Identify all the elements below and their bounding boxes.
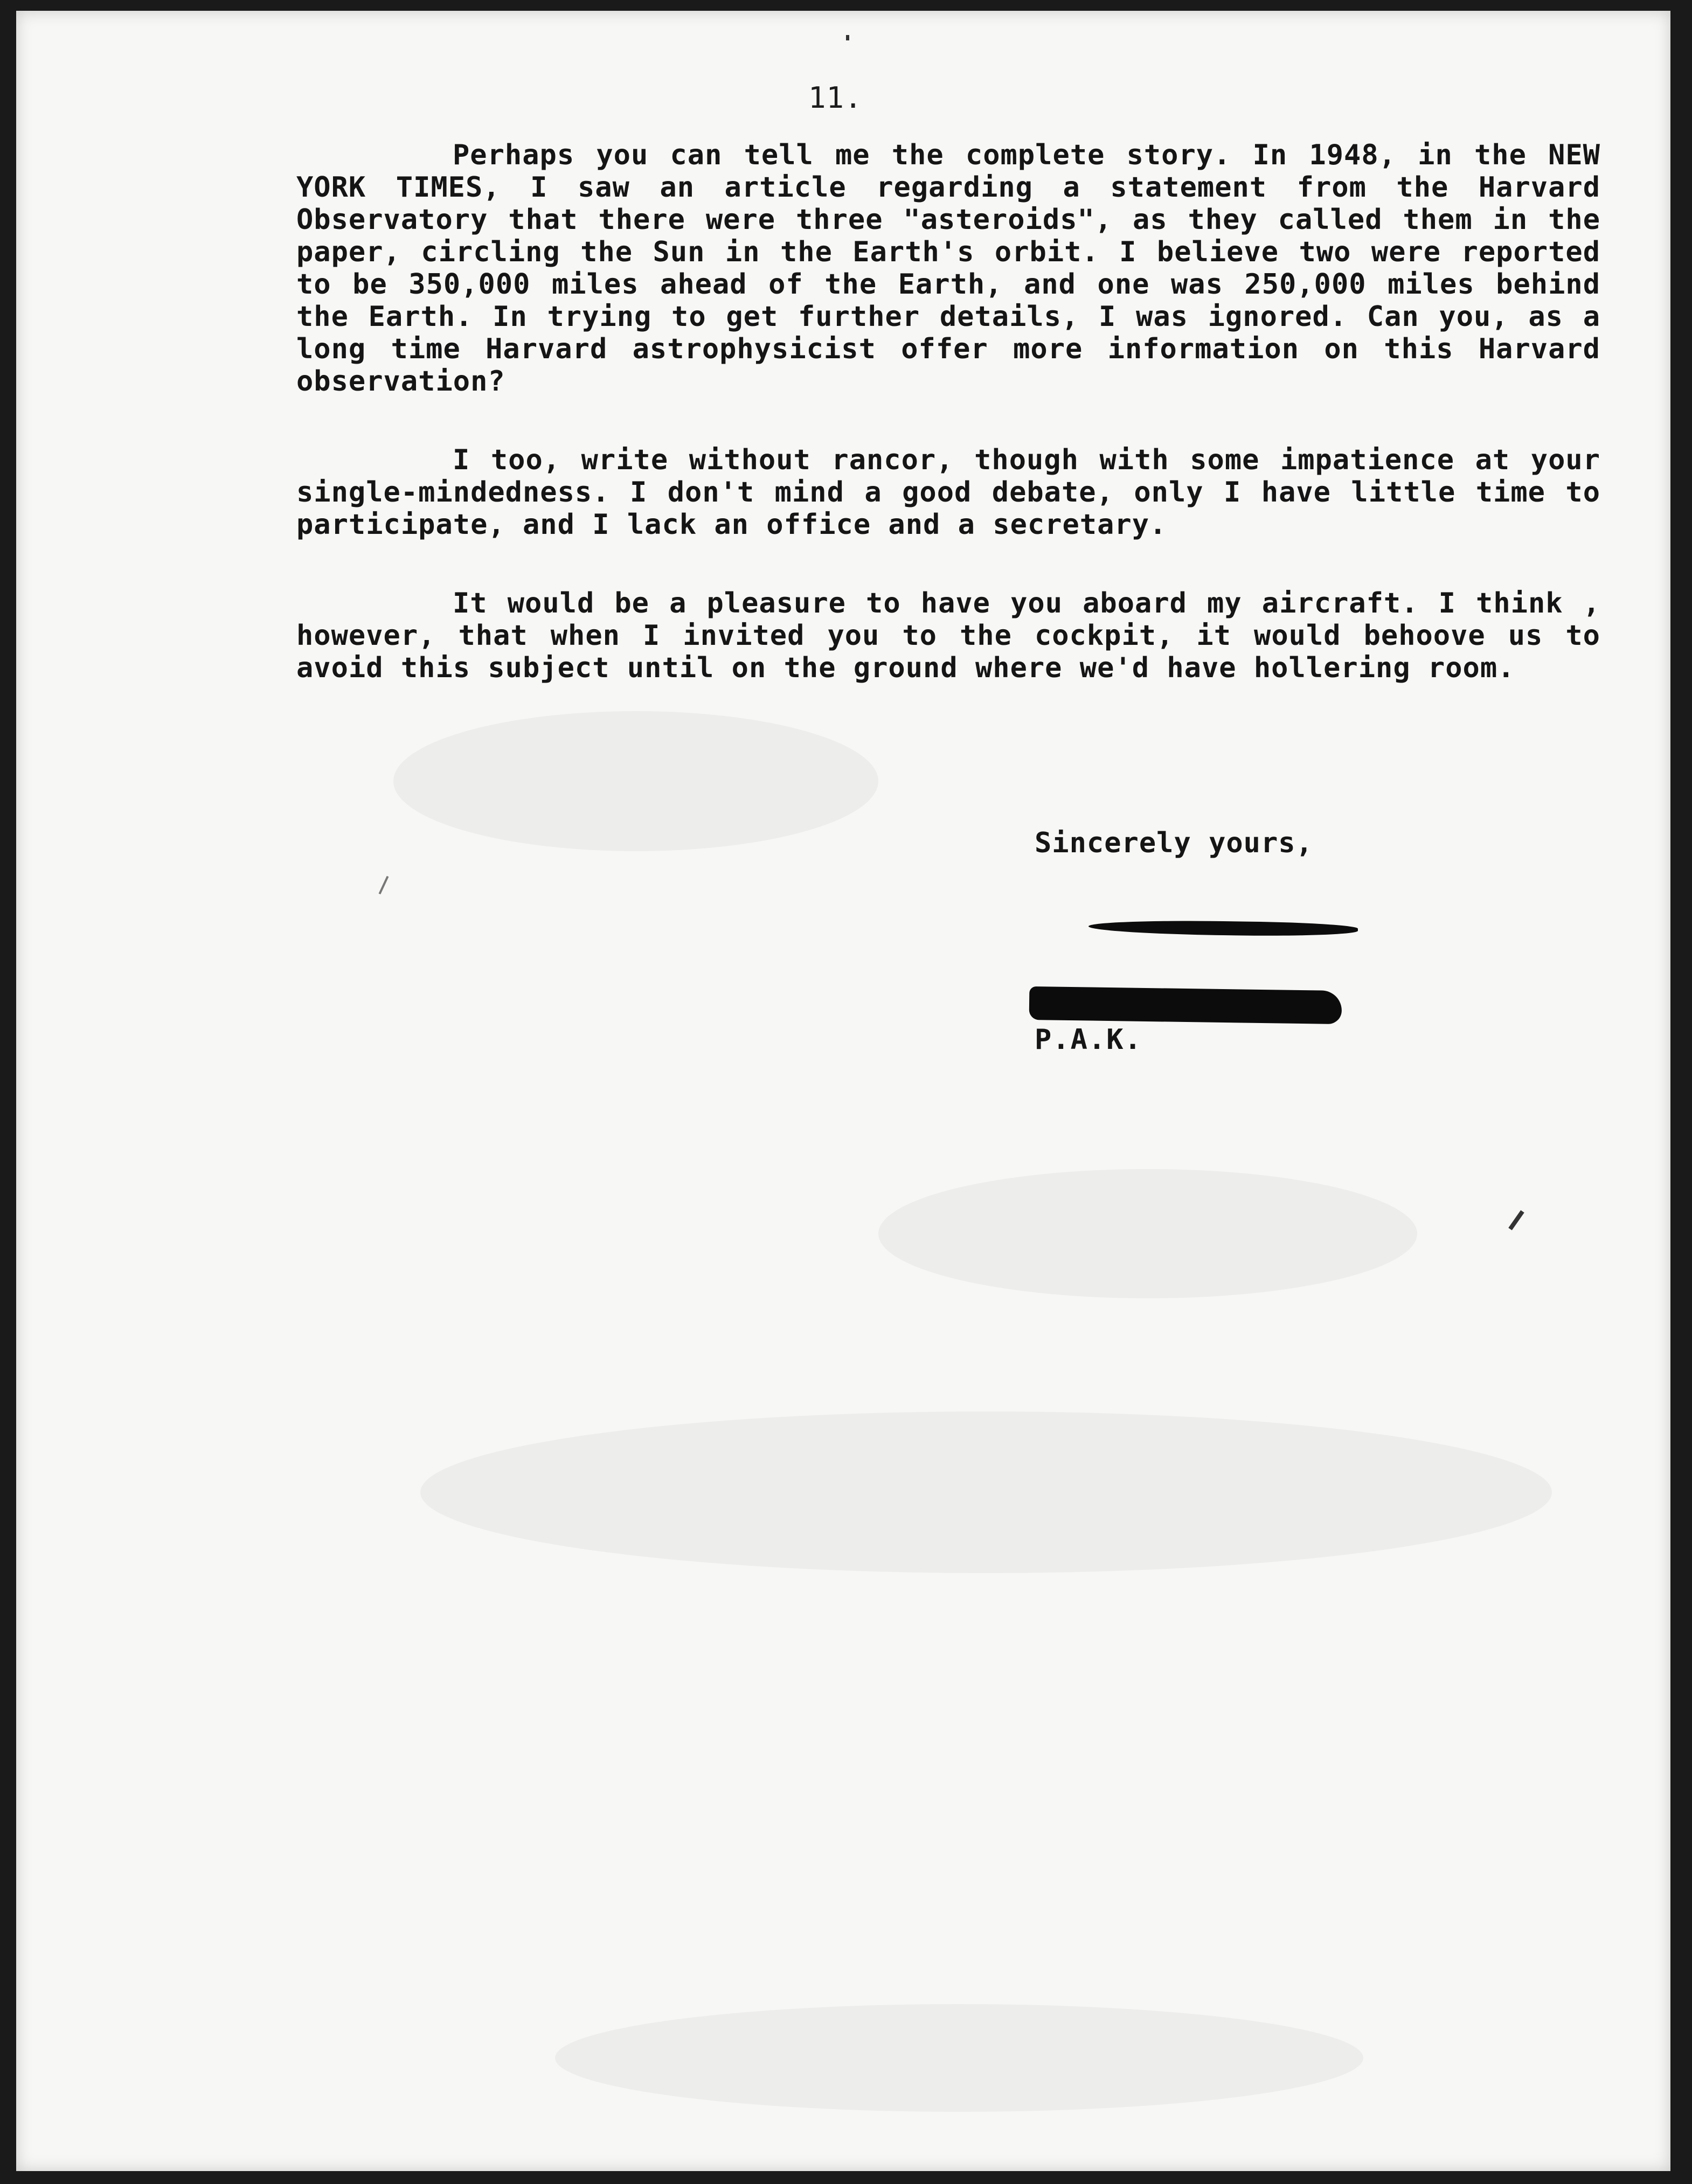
smudge	[878, 1169, 1417, 1298]
signer-initials: P.A.K.	[1035, 1024, 1142, 1056]
redaction-bar	[1029, 986, 1342, 1024]
document-page	[16, 11, 1670, 2171]
smudge	[393, 711, 878, 851]
stray-mark	[379, 876, 389, 894]
paragraph-3: It would be a pleasure to have you aboard my aircraft. I think , however, that when I invited you to the cockpit, it would behoove us to avoid this subject until on the ground where we'd have hollering room.	[296, 587, 1618, 684]
stray-mark	[846, 35, 849, 40]
closing-salutation: Sincerely yours,	[1035, 827, 1313, 859]
smudge	[420, 1411, 1552, 1573]
letter-body	[296, 139, 1618, 731]
paragraph-2: I too, write without rancor, though with some impatience at your single-mindedness. I don't mind a good debate, only I have little time to participate, and I lack an office and a secretary.	[296, 444, 1618, 541]
page-number: 11.	[808, 81, 863, 115]
redaction-bar	[1088, 920, 1358, 937]
smudge	[555, 2004, 1363, 2112]
stray-mark	[1508, 1210, 1524, 1230]
paragraph-1: Perhaps you can tell me the complete story. In 1948, in the NEW YORK TIMES, I saw an article regarding a statement from the Harvard Observatory that there were three "asteroids", as they called them in the paper, circling the Sun in the Earth's orbit. I believe two were reported to be 350,000 miles ahead of the Earth, and one was 250,000 miles behind the Earth. In trying to get further details, I was ignored. Can you, as a long time Harvard astrophysicist offer more information on this Harvard observation?	[296, 139, 1618, 398]
